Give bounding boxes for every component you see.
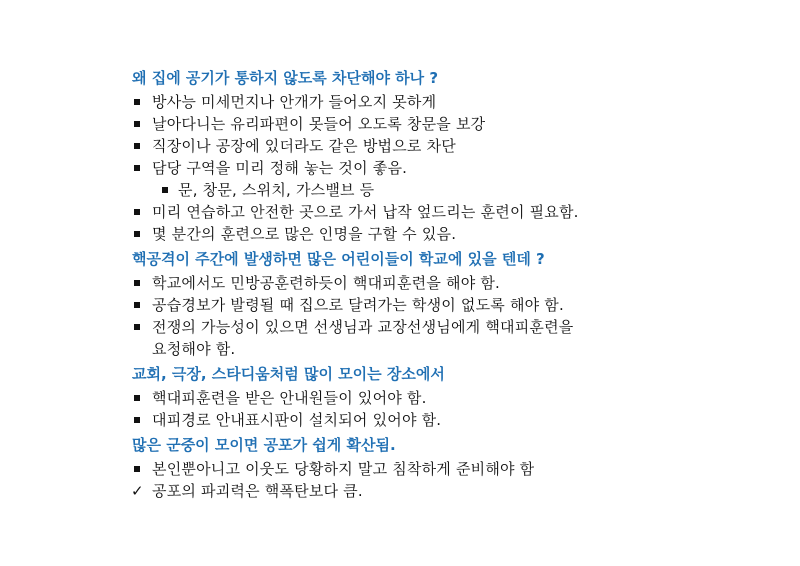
square-bullet-icon [162, 187, 168, 193]
list-item [132, 157, 772, 179]
list-item-text: 방사능 미세먼지나 안개가 들어오지 못하게 [152, 93, 437, 111]
square-bullet-icon [134, 417, 140, 423]
square-bullet-icon [134, 324, 140, 330]
list-item [132, 272, 772, 294]
list-item-text: 미리 연습하고 안전한 곳으로 가서 납작 엎드리는 훈련이 필요함. [152, 203, 579, 221]
list-item-text: 본인뿐아니고 이웃도 당황하지 말고 침착하게 준비해야 함 [152, 460, 535, 478]
section-ventilation [132, 66, 772, 245]
list-item [132, 223, 772, 245]
section-crowded-places [132, 362, 772, 431]
list-item-text: 공습경보가 발령될 때 집으로 달려가는 학생이 없도록 해야 함. [152, 296, 564, 314]
document-slide [132, 66, 772, 502]
square-bullet-icon [134, 466, 140, 472]
list-item-text: 담당 구역을 미리 정해 놓는 것이 좋음. [152, 159, 408, 177]
list-item-text: 핵대피훈련을 받은 안내원들이 있어야 함. [152, 389, 427, 407]
sub-list-item [132, 179, 772, 201]
list-item [132, 458, 772, 480]
square-bullet-icon [134, 302, 140, 308]
section-heading: 많은 군중이 모이면 공포가 쉽게 확산됨. [132, 436, 396, 454]
square-bullet-icon [134, 165, 140, 171]
list-item-text: 공포의 파괴력은 핵폭탄보다 큼. [152, 482, 363, 500]
list-item [132, 91, 772, 113]
list-item [132, 294, 772, 316]
list-item-text: 문, 창문, 스위치, 가스밸브 등 [178, 181, 375, 199]
check-mark-icon: ✓ [131, 482, 144, 500]
list-item-text: 날아다니는 유리파편이 못들어 오도록 창문을 보강 [152, 115, 486, 133]
list-item [132, 135, 772, 157]
square-bullet-icon [134, 121, 140, 127]
list-item [132, 113, 772, 135]
square-bullet-icon [134, 395, 140, 401]
check-list-item [132, 480, 772, 502]
list-item [132, 316, 772, 360]
square-bullet-icon [134, 280, 140, 286]
section-heading: 핵공격이 주간에 발생하면 많은 어린이들이 학교에 있을 텐데 ? [132, 250, 545, 268]
list-item [132, 387, 772, 409]
list-item-text-line1: 전쟁의 가능성이 있으면 선생님과 교장선생님에게 핵대피훈련을 [152, 318, 574, 336]
list-item [132, 409, 772, 431]
square-bullet-icon [134, 209, 140, 215]
square-bullet-icon [134, 99, 140, 105]
list-item-text: 학교에서도 민방공훈련하듯이 핵대피훈련을 해야 함. [152, 274, 501, 292]
list-item-text: 대피경로 안내표시판이 설치되어 있어야 함. [152, 411, 442, 429]
list-item-text: 직장이나 공장에 있더라도 같은 방법으로 차단 [152, 137, 456, 155]
section-panic [132, 433, 772, 502]
list-item [132, 201, 772, 223]
section-school [132, 247, 772, 360]
square-bullet-icon [134, 143, 140, 149]
section-heading: 교회, 극장, 스타디움처럼 많이 모이는 장소에서 [132, 365, 445, 383]
list-item-text: 몇 분간의 훈련으로 많은 인명을 구할 수 있음. [152, 225, 457, 243]
list-item-text-line2: 요청해야 함. [152, 340, 236, 358]
section-heading: 왜 집에 공기가 통하지 않도록 차단해야 하나 ? [132, 69, 439, 87]
square-bullet-icon [134, 231, 140, 237]
